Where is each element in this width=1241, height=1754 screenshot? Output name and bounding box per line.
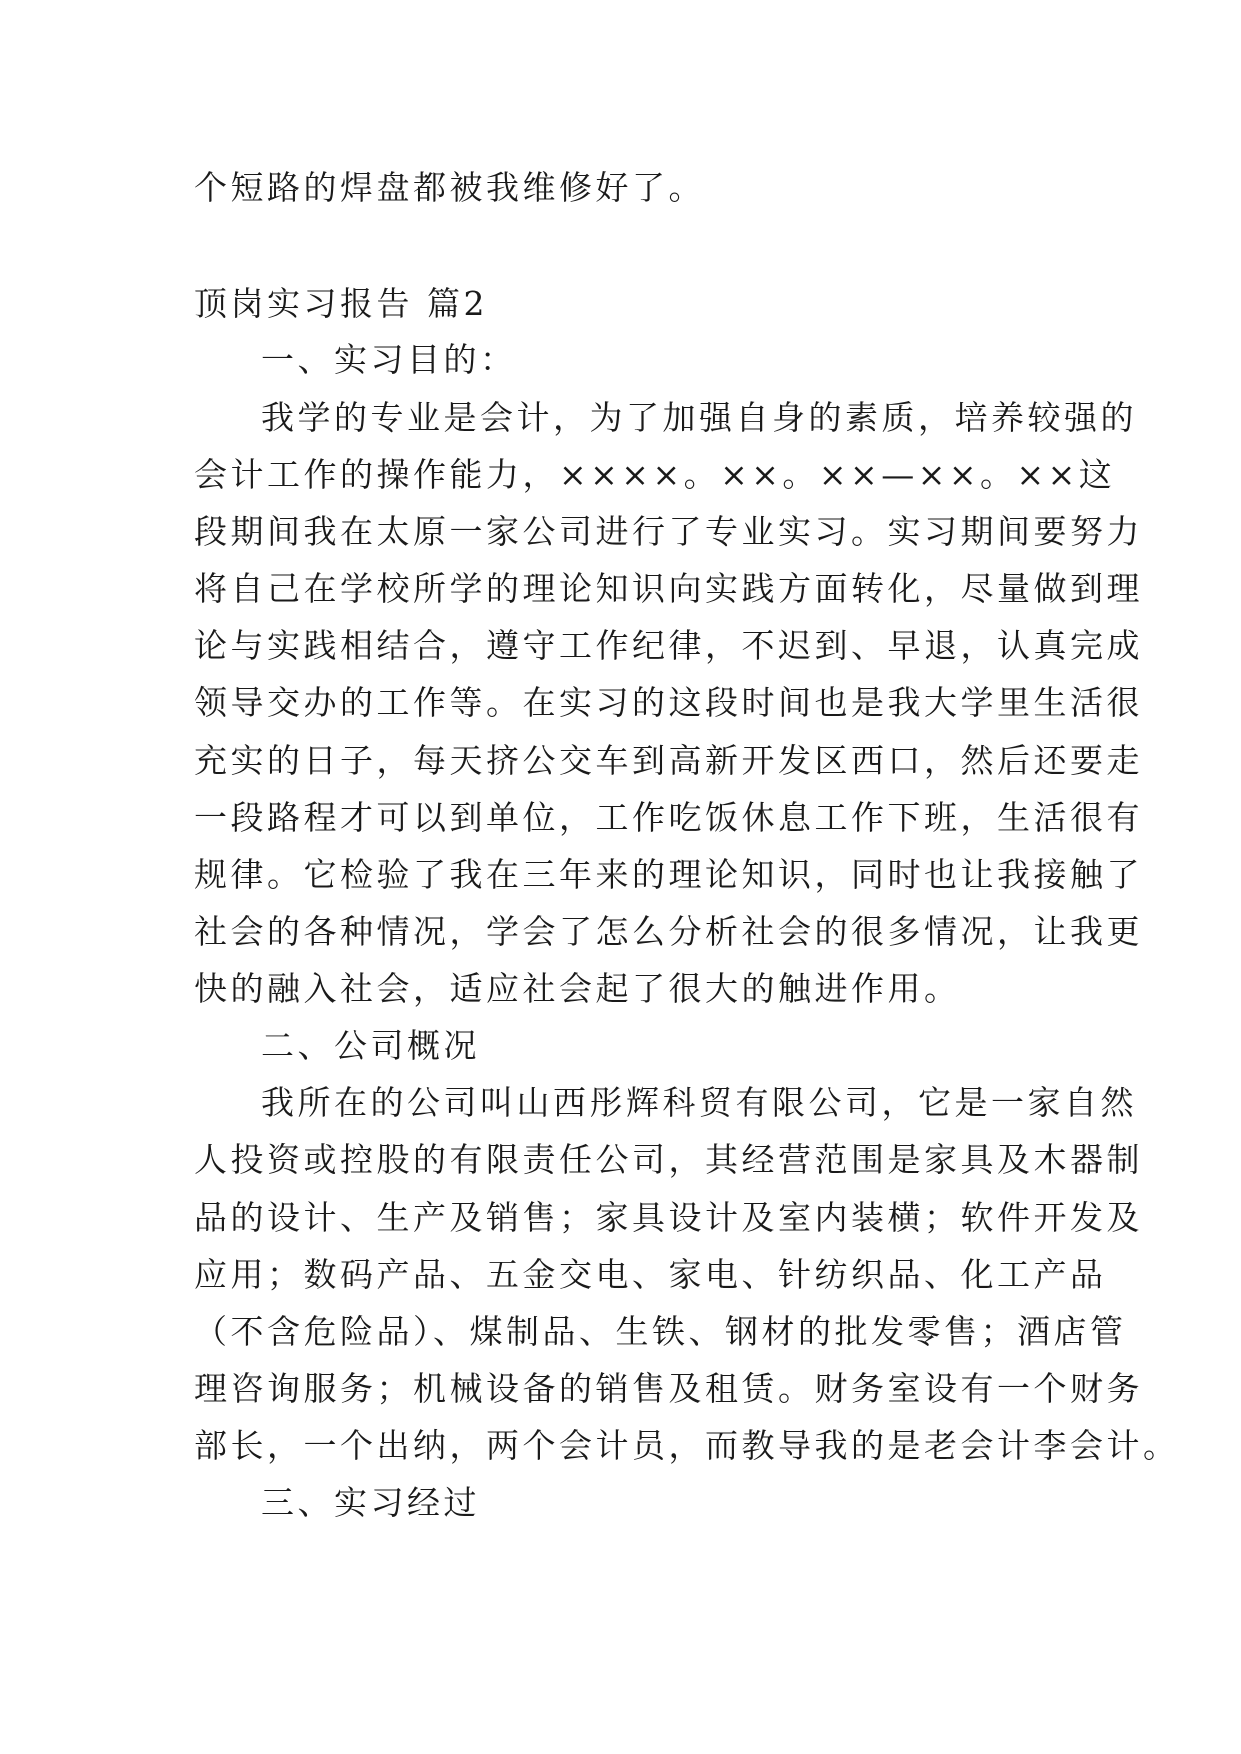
- paragraph-line: 会计工作的操作能力，××××。××。××—××。××这: [194, 455, 1116, 494]
- section-heading: 二、公司概况: [261, 1026, 480, 1065]
- paragraph-line: 论与实践相结合，遵守工作纪律，不迟到、早退，认真完成: [194, 626, 1143, 665]
- section-title: 顶岗实习报告 篇2: [194, 284, 488, 323]
- paragraph-line: 充实的日子，每天挤公交车到高新开发区西口，然后还要走: [194, 741, 1143, 780]
- paragraph-line: 应用；数码产品、五金交电、家电、针纺织品、化工产品: [194, 1255, 1107, 1294]
- paragraph-line: 规律。它检验了我在三年来的理论知识，同时也让我接触了: [194, 855, 1143, 894]
- paragraph-line: 人投资或控股的有限责任公司，其经营范围是家具及木器制: [194, 1140, 1143, 1179]
- paragraph-line: 我学的专业是会计，为了加强自身的素质，培养较强的: [261, 398, 1137, 437]
- paragraph-line: 将自己在学校所学的理论知识向实践方面转化，尽量做到理: [194, 569, 1143, 608]
- paragraph-line: 一段路程才可以到单位，工作吃饭休息工作下班，生活很有: [194, 798, 1143, 837]
- section-heading: 一、实习目的：: [261, 340, 517, 379]
- section-heading: 三、实习经过: [261, 1483, 480, 1522]
- paragraph-line: 领导交办的工作等。在实习的这段时间也是我大学里生活很: [194, 683, 1143, 722]
- body-text-line: 个短路的焊盘都被我维修好了。: [194, 168, 705, 207]
- paragraph-line: 品的设计、生产及销售；家具设计及室内装横；软件开发及: [194, 1198, 1143, 1237]
- paragraph-line: 我所在的公司叫山西彤辉科贸有限公司，它是一家自然: [261, 1083, 1137, 1122]
- paragraph-line: 部长，一个出纳，两个会计员，而教导我的是老会计李会计。: [194, 1426, 1180, 1465]
- paragraph-line: 社会的各种情况，学会了怎么分析社会的很多情况，让我更: [194, 912, 1143, 951]
- paragraph-line: 快的融入社会，适应社会起了很大的触进作用。: [194, 969, 961, 1008]
- paragraph-line: （不含危险品）、煤制品、生铁、钢材的批发零售；酒店管: [194, 1312, 1127, 1351]
- paragraph-line: 段期间我在太原一家公司进行了专业实习。实习期间要努力: [194, 512, 1143, 551]
- paragraph-line: 理咨询服务；机械设备的销售及租赁。财务室设有一个财务: [194, 1369, 1143, 1408]
